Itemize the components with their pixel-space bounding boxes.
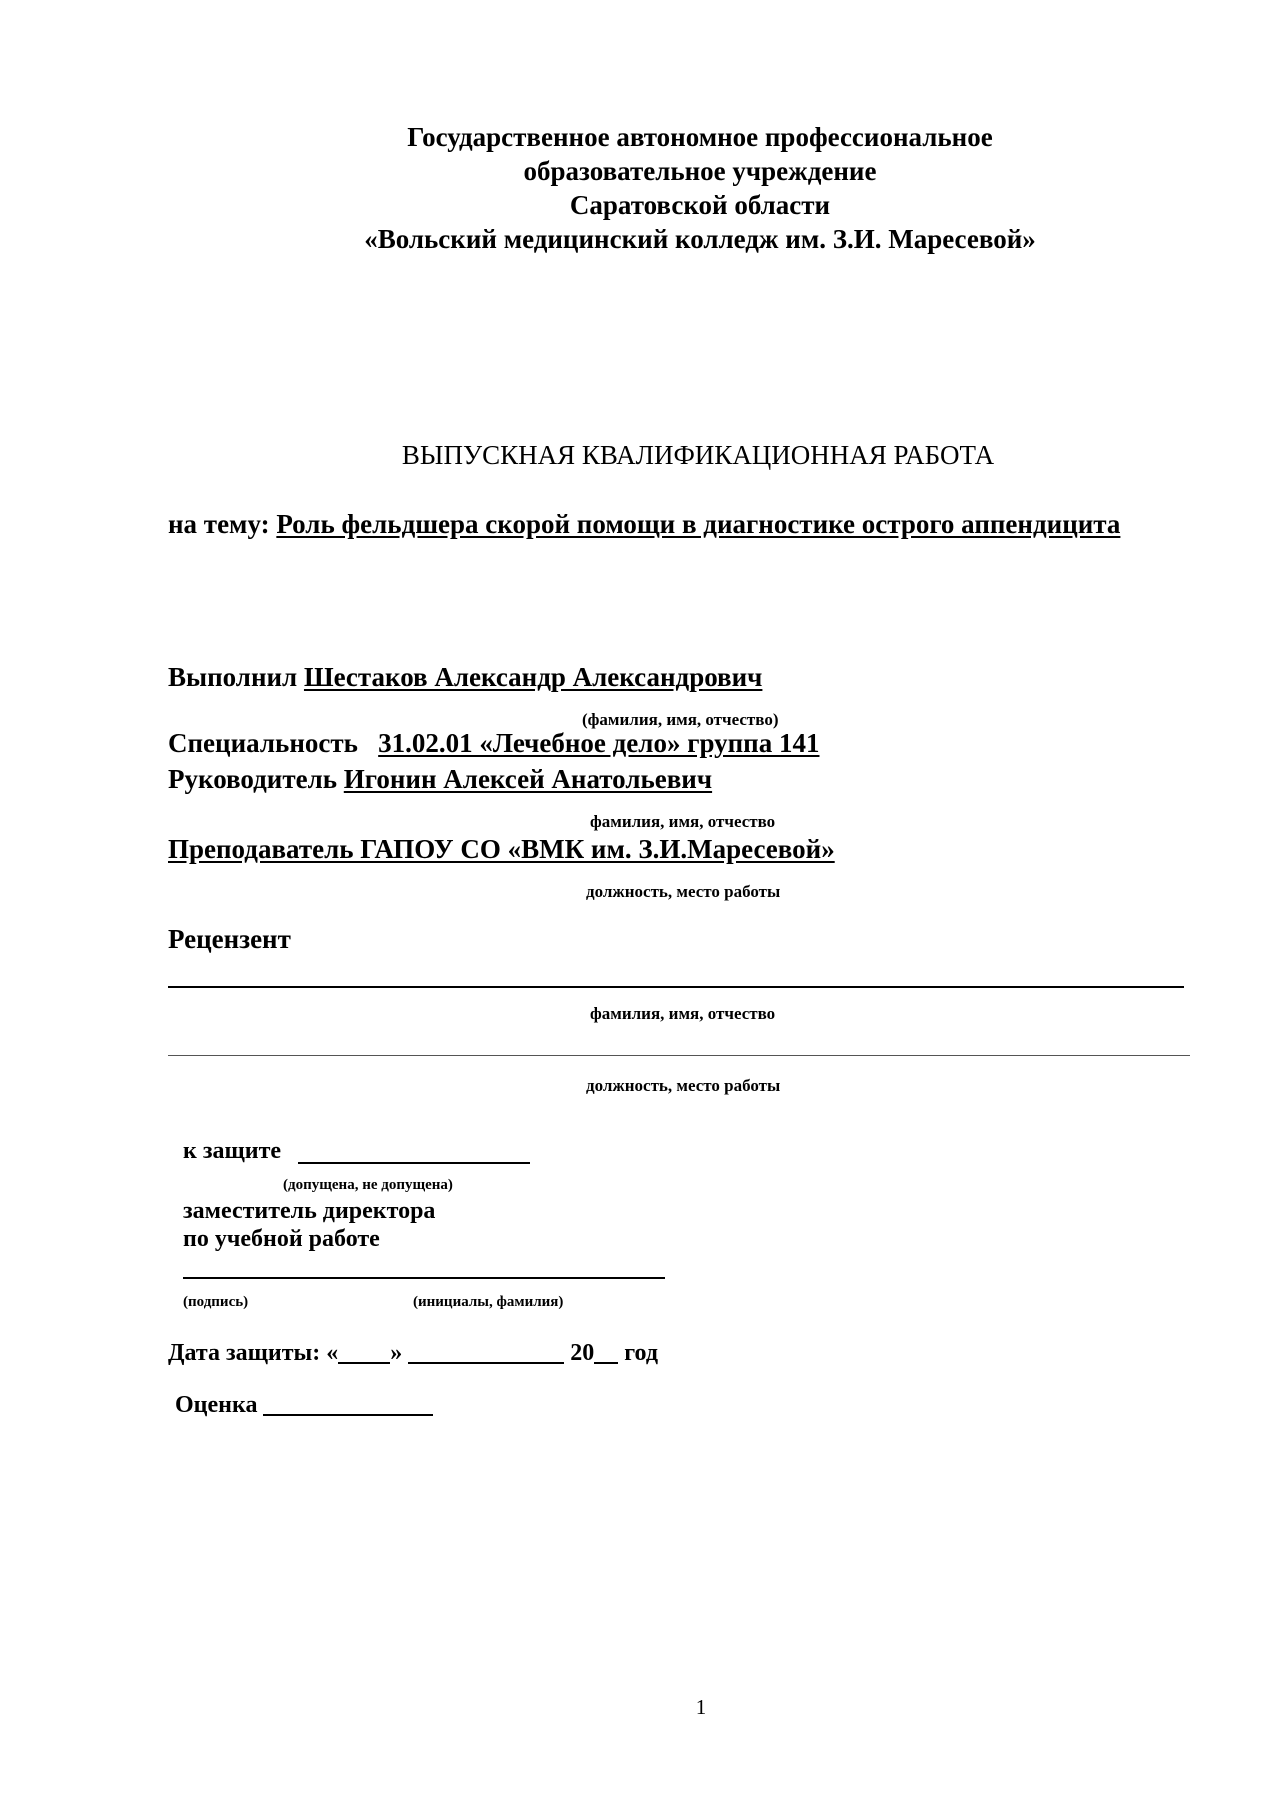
supervisor-line	[168, 764, 712, 795]
day-blank	[338, 1361, 390, 1364]
initials-caption: (инициалы, фамилия)	[413, 1294, 564, 1310]
year-prefix: 20	[570, 1340, 595, 1366]
institution-header	[310, 120, 1090, 256]
signature-caption: (подпись)	[183, 1294, 249, 1310]
admit-line	[298, 1162, 530, 1164]
reviewer-position-line	[168, 1055, 1190, 1056]
month-blank	[408, 1361, 564, 1364]
date-quote-open: «	[326, 1340, 339, 1366]
page-number: 1	[695, 1695, 707, 1719]
header-line-3: Саратовской области	[569, 190, 831, 220]
author-line	[168, 662, 762, 693]
topic-label: на тему:	[168, 509, 270, 539]
deputy-line-2: по учебной работе	[183, 1226, 380, 1252]
header-line-1: Государственное автономное профессиональное	[407, 122, 993, 152]
header-line-4: «Вольский медицинский колледж им. З.И. Маресевой»	[364, 224, 1036, 254]
grade-blank	[263, 1413, 433, 1416]
topic-value: Роль фельдшера скорой помощи в диагностике острого аппендицита	[276, 509, 1121, 539]
specialty-line	[168, 728, 819, 759]
admit-caption: (допущена, не допущена)	[283, 1177, 453, 1193]
specialty-value: 31.02.01 «Лечебное дело» группа 141	[378, 728, 820, 758]
topic	[168, 508, 1230, 541]
signature-line	[183, 1277, 665, 1279]
specialty-label: Специальность	[168, 728, 358, 758]
author-label: Выполнил	[168, 662, 298, 692]
year-suffix: год	[624, 1340, 658, 1366]
date-label: Дата защиты:	[168, 1340, 321, 1366]
defense-date-line	[168, 1340, 658, 1367]
supervisor-value: Игонин Алексей Анатольевич	[343, 764, 713, 794]
grade-label: Оценка	[175, 1392, 258, 1418]
header-line-2: образовательное учреждение	[523, 156, 877, 186]
grade-line	[175, 1392, 433, 1419]
supervisor-name-caption: фамилия, имя, отчество	[590, 812, 776, 831]
date-quote-close: »	[390, 1340, 403, 1366]
author-value: Шестаков Александр Александрович	[303, 662, 763, 692]
reviewer-name-line	[168, 986, 1184, 988]
supervisor-position: Преподаватель ГАПОУ СО «ВМК им. З.И.Маресевой»	[168, 834, 835, 864]
author-caption: (фамилия, имя, отчество)	[582, 710, 779, 729]
reviewer-name-caption: фамилия, имя, отчество	[590, 1004, 776, 1023]
deputy-line-1: заместитель директора	[183, 1198, 436, 1224]
document-title: ВЫПУСКНАЯ КВАЛИФИКАЦИОННАЯ РАБОТА	[401, 440, 995, 470]
supervisor-label: Руководитель	[168, 764, 338, 794]
reviewer-label: Рецензент	[168, 924, 291, 954]
supervisor-position-caption: должность, место работы	[586, 882, 781, 901]
year-blank	[594, 1361, 618, 1364]
reviewer-position-caption: должность, место работы	[586, 1076, 781, 1095]
admit-label: к защите	[183, 1138, 282, 1164]
